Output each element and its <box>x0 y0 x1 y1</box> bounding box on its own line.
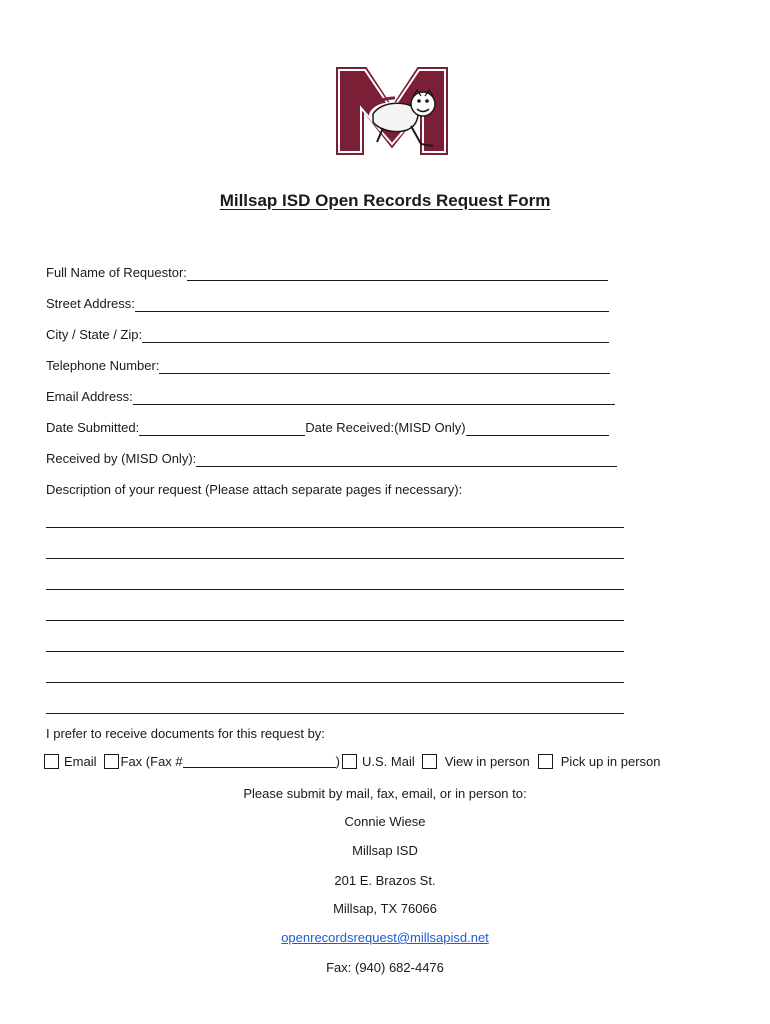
contact-email-row <box>0 930 770 945</box>
full-name-input-line[interactable] <box>187 267 608 281</box>
delivery-prompt: I prefer to receive documents for this request by: <box>46 726 325 741</box>
view-option[interactable] <box>422 754 530 769</box>
description-line[interactable] <box>46 713 624 714</box>
received-by-input-line[interactable] <box>196 453 617 467</box>
date-submitted-input-line[interactable] <box>139 422 305 436</box>
dates-row <box>46 420 609 436</box>
email-option-label: Email <box>64 754 97 769</box>
view-option-label: View in person <box>444 754 530 769</box>
city-row <box>46 327 609 343</box>
received-by-label: Received by (MISD Only): <box>46 451 197 466</box>
email-input-line[interactable] <box>133 391 615 405</box>
street-input-line[interactable] <box>135 298 609 312</box>
mail-option[interactable] <box>342 754 415 769</box>
description-line[interactable] <box>46 682 624 683</box>
email-label: Email Address: <box>46 389 133 404</box>
fax-option[interactable] <box>104 754 340 769</box>
description-line[interactable] <box>46 527 624 528</box>
fax-option-close: ) <box>335 754 340 769</box>
phone-input-line[interactable] <box>159 360 610 374</box>
received-by-row <box>46 451 617 467</box>
description-label: Description of your request (Please attach separate pages if necessary): <box>46 482 463 497</box>
contact-city: Millsap, TX 76066 <box>333 901 437 916</box>
full-name-label: Full Name of Requestor: <box>46 265 187 280</box>
description-line[interactable] <box>46 651 624 652</box>
fax-number-input-line[interactable] <box>183 756 336 768</box>
date-submitted-label: Date Submitted: <box>46 420 140 435</box>
contact-street: 201 E. Brazos St. <box>334 873 436 888</box>
description-row <box>46 482 462 498</box>
pickup-checkbox[interactable] <box>538 754 553 769</box>
submit-instruction: Please submit by mail, fax, email, or in person to: <box>243 786 527 801</box>
contact-fax: Fax: (940) 682-4476 <box>326 960 444 975</box>
fax-checkbox[interactable] <box>104 754 119 769</box>
full-name-row <box>46 265 608 281</box>
email-checkbox[interactable] <box>44 754 59 769</box>
contact-email-link[interactable]: openrecordsrequest@millsapisd.net <box>281 930 489 945</box>
form-title: Millsap ISD Open Records Request Form <box>219 191 551 210</box>
phone-label: Telephone Number: <box>46 358 160 373</box>
description-line[interactable] <box>46 589 624 590</box>
city-label: City / State / Zip: <box>46 327 143 342</box>
pickup-option-label: Pick up in person <box>560 754 661 769</box>
city-input-line[interactable] <box>142 329 609 343</box>
view-checkbox[interactable] <box>422 754 437 769</box>
delivery-prompt-row <box>46 726 325 742</box>
mail-checkbox[interactable] <box>342 754 357 769</box>
delivery-options <box>44 754 661 769</box>
fax-option-label: Fax (Fax # <box>120 754 183 769</box>
street-row <box>46 296 609 312</box>
contact-org: Millsap ISD <box>352 843 418 858</box>
email-option[interactable] <box>44 754 97 769</box>
date-received-input-line[interactable] <box>466 422 609 436</box>
email-row <box>46 389 615 405</box>
date-received-label: Date Received:(MISD Only) <box>305 420 466 435</box>
phone-row <box>46 358 610 374</box>
millsap-isd-logo <box>333 64 451 158</box>
street-label: Street Address: <box>46 296 135 311</box>
contact-name: Connie Wiese <box>344 814 426 829</box>
mail-option-label: U.S. Mail <box>361 754 415 769</box>
pickup-option[interactable] <box>538 754 661 769</box>
description-line[interactable] <box>46 558 624 559</box>
description-line[interactable] <box>46 620 624 621</box>
